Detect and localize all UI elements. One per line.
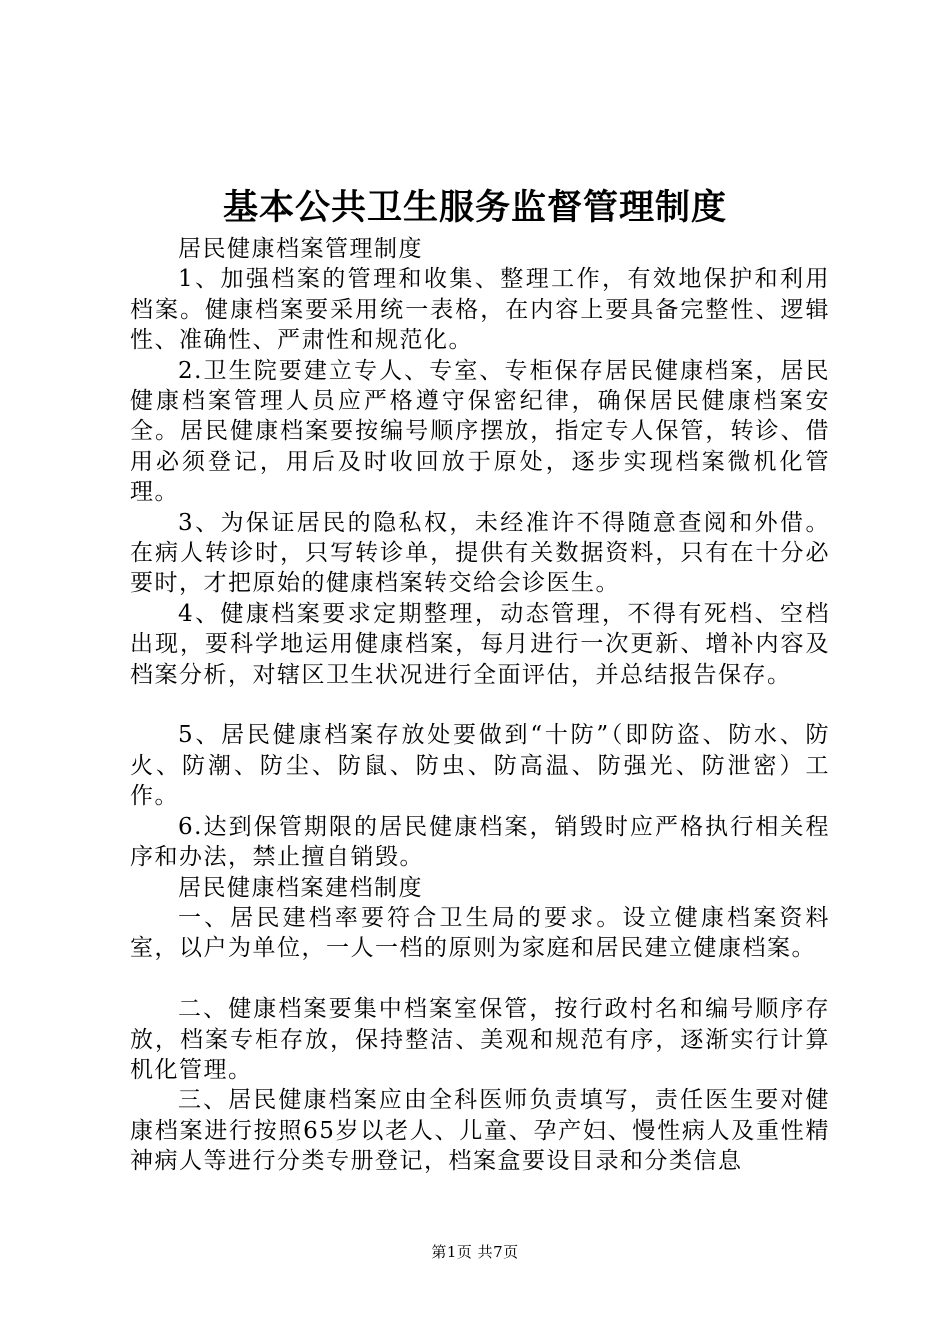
page-number-footer: 第1页 共7页 <box>431 1243 519 1261</box>
document-body <box>130 234 830 1177</box>
paragraph-archive-rule-1: 1、加强档案的管理和收集、整理工作，有效地保护和利用档案。健康档案要采用统一表格，在内容上要具备完整性、逻辑性、准确性、严肃性和规范化。 <box>130 266 830 354</box>
section-heading-archive-creation: 居民健康档案建档制度 <box>178 874 423 901</box>
paragraph-archive-rule-5: 5、居民健康档案存放处要做到“十防”（即防盗、防水、防火、防潮、防尘、防鼠、防虫、防高温、防强光、防泄密）工作。 <box>130 722 830 810</box>
section-heading-archive-management: 居民健康档案管理制度 <box>178 236 423 262</box>
paragraph-creation-rule-2: 二、健康档案要集中档案室保管，按行政村名和编号顺序存放，档案专柜存放，保持整洁、美观和规范有序，逐渐实行计算机化管理。 <box>130 996 830 1083</box>
paragraph-creation-rule-3: 三、居民健康档案应由全科医师负责填写，责任医生要对健康档案进行按照65岁以老人、儿童、孕产妇、慢性病人及重性精神病人等进行分类专册登记，档案盒要设目录和分类信息 <box>130 1087 830 1175</box>
document-title: 基本公共卫生服务监督管理制度 <box>222 187 727 228</box>
paragraph-archive-rule-4: 4、健康档案要求定期整理，动态管理，不得有死档、空档出现，要科学地运用健康档案，每月进行一次更新、增补内容及档案分析，对辖区卫生状况进行全面评估，并总结报告保存。 <box>130 600 830 688</box>
paragraph-archive-rule-6: 6.达到保管期限的居民健康档案，销毁时应严格执行相关程序和办法，禁止擅自销毁。 <box>130 813 830 871</box>
paragraph-archive-rule-2: 2.卫生院要建立专人、专室、专柜保存居民健康档案，居民健康档案管理人员应严格遵守保密纪律，确保居民健康档案安全。居民健康档案要按编号顺序摆放，指定专人保管，转诊、借用必须登记，用后及时收回放于原处，逐步实现档案微机化管理。 <box>130 357 830 506</box>
paragraph-creation-rule-1: 一、居民建档率要符合卫生局的要求。设立健康档案资料室，以户为单位，一人一档的原则为家庭和居民建立健康档案。 <box>130 904 830 962</box>
paragraph-archive-rule-3: 3、为保证居民的隐私权，未经准许不得随意查阅和外借。在病人转诊时，只写转诊单，提供有关数据资料，只有在十分必要时，才把原始的健康档案转交给会诊医生。 <box>130 509 830 597</box>
